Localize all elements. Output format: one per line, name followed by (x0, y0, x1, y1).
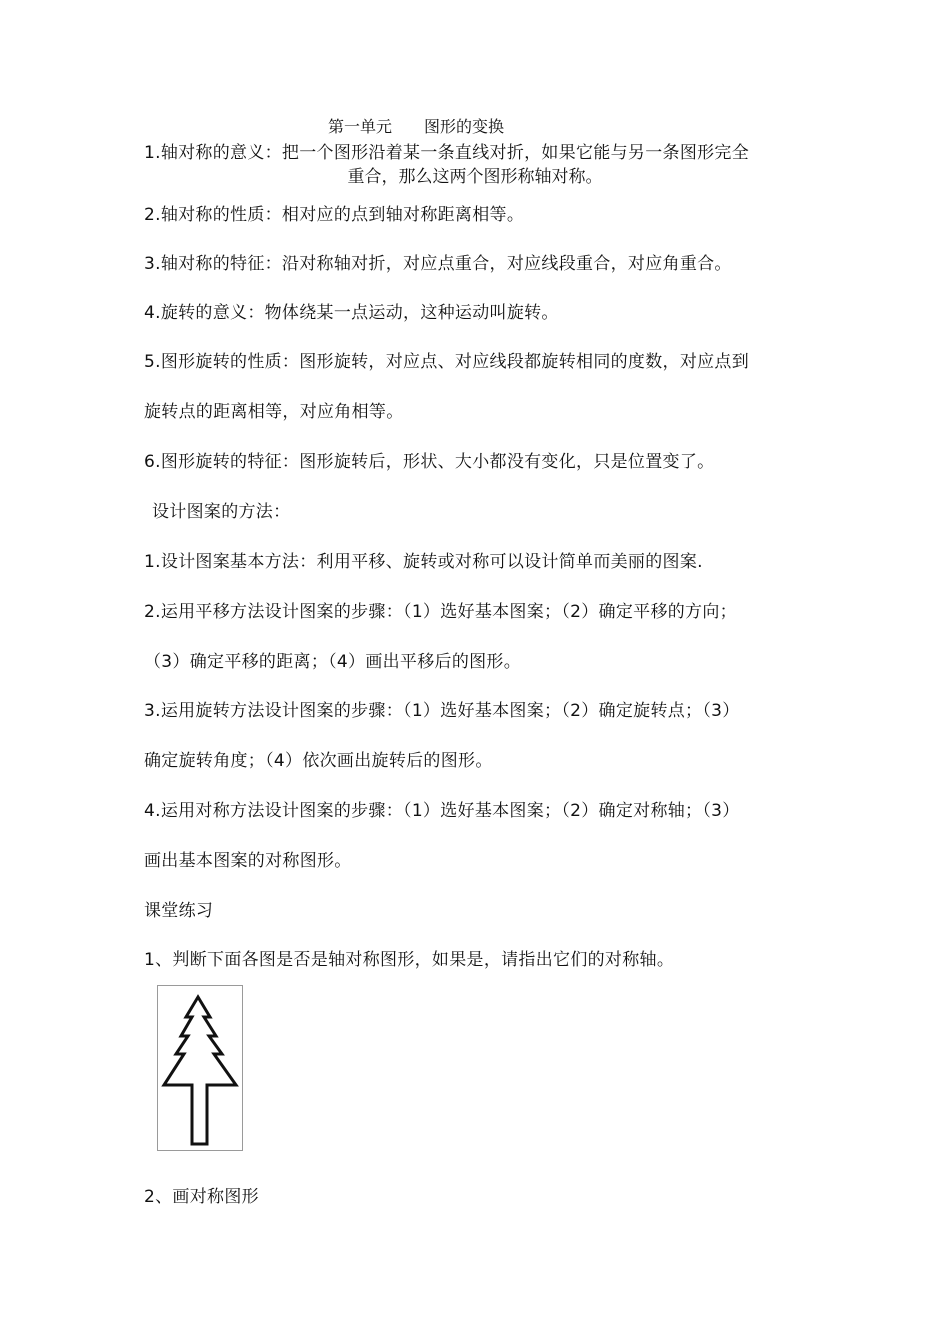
figure-frame (157, 985, 243, 1151)
tree-icon (158, 986, 244, 1152)
item-4: 4.旋转的意义：物体绕某一点运动，这种运动叫旋转。 (144, 303, 559, 323)
design-item-3-line-1: 3.运用旋转方法设计图案的步骤：（1）选好基本图案；（2）确定旋转点；（3） (144, 701, 740, 721)
item-6: 6.图形旋转的特征：图形旋转后，形状、大小都没有变化，只是位置变了。 (144, 452, 715, 472)
item-1-line-2: 重合，那么这两个图形称轴对称。 (347, 167, 603, 187)
design-item-2-line-2: （3）确定平移的距离；（4）画出平移后的图形。 (144, 652, 522, 672)
item-3: 3.轴对称的特征：沿对称轴对折，对应点重合，对应线段重合，对应角重合。 (144, 254, 732, 274)
design-item-3-line-2: 确定旋转角度；（4）依次画出旋转后的图形。 (144, 751, 493, 771)
item-1-line-1: 1.轴对称的意义：把一个图形沿着某一条直线对折，如果它能与另一条图形完全 (144, 143, 750, 163)
design-item-4-line-2: 画出基本图案的对称图形。 (144, 851, 352, 871)
page-title: 第一单元 图形的变换 (328, 117, 505, 136)
design-item-4-line-1: 4.运用对称方法设计图案的步骤：（1）选好基本图案；（2）确定对称轴；（3） (144, 801, 740, 821)
practice-heading: 课堂练习 (144, 901, 214, 921)
design-item-2-line-1: 2.运用平移方法设计图案的步骤：（1）选好基本图案；（2）确定平移的方向； (144, 602, 737, 622)
item-5-line-1: 5.图形旋转的性质：图形旋转，对应点、对应线段都旋转相同的度数，对应点到 (144, 352, 750, 372)
item-2: 2.轴对称的性质：相对应的点到轴对称距离相等。 (144, 205, 525, 225)
design-item-1: 1.设计图案基本方法：利用平移、旋转或对称可以设计简单而美丽的图案. (144, 552, 703, 572)
exercise-2: 2、画对称图形 (144, 1187, 259, 1207)
design-heading: 设计图案的方法： (152, 502, 291, 522)
exercise-1: 1、判断下面各图是否是轴对称图形，如果是，请指出它们的对称轴。 (144, 950, 675, 970)
item-5-line-2: 旋转点的距离相等，对应角相等。 (144, 402, 404, 422)
